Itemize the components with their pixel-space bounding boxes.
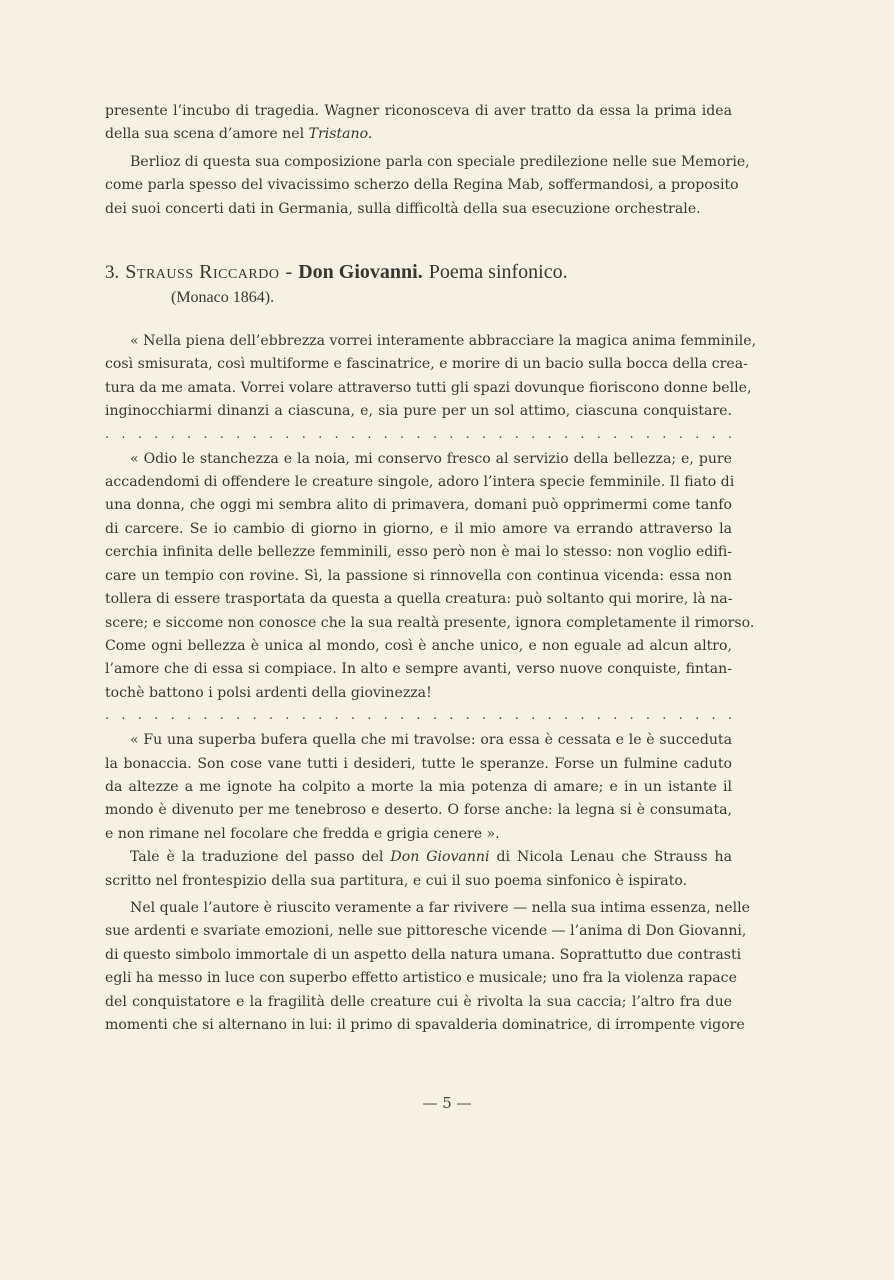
section-number: 3. bbox=[105, 262, 120, 284]
text-line: di carcere. Se io cambio di giorno in giorno, e il mio amore va errando attraverso la bbox=[105, 520, 732, 537]
text-line: scritto nel frontespizio della sua partitura, e cui il suo poema sinfonico è ispirato. bbox=[105, 872, 688, 889]
text-line: accadendomi di offendere le creature singole, adoro l’intera specie femminile. Il fiato di bbox=[105, 474, 735, 491]
text-line: dei suoi concerti dati in Germania, sulla difficoltà della sua esecuzione orchestrale. bbox=[105, 200, 701, 217]
quote-three bbox=[105, 729, 732, 846]
text-fragment: della sua scena d’amore nel bbox=[105, 126, 309, 143]
paragraph-analysis bbox=[105, 897, 750, 1037]
text-line: scere; e siccome non conosce che la sua realtà presente, ignora completamente il rimorso. bbox=[105, 614, 755, 631]
text-fragment: di Nicola Lenau che Strauss ha bbox=[489, 849, 732, 866]
text-line: mondo è divenuto per me tenebroso e deserto. O forse anche: la legna si è consumata, bbox=[105, 802, 732, 819]
paragraph-tristano bbox=[105, 100, 732, 147]
text-line: l’amore che di essa si compiace. In alto e sempre avanti, verso nuove conquiste, fintan- bbox=[105, 661, 732, 678]
text-line: la bonaccia. Son cose vane tutti i desideri, tutte le speranze. Forse un fulmine caduto bbox=[105, 755, 732, 772]
section-heading bbox=[105, 259, 732, 310]
text-line: di questo simbolo immortale di un aspetto della natura umana. Soprattutto due contrasti bbox=[105, 946, 742, 963]
text-line: come parla spesso del vivacissimo scherzo della Regina Mab, soffermandosi, a proposito bbox=[105, 177, 739, 194]
quote-one bbox=[105, 330, 757, 424]
text-line: e non rimane nel focolare che fredda e grigia cenere ». bbox=[105, 825, 500, 842]
text-line: tochè battono i polsi ardenti della giovinezza! bbox=[105, 684, 432, 701]
page-number: — 5 — bbox=[422, 1094, 472, 1112]
text-line-with-title bbox=[105, 123, 732, 146]
ellipsis-divider: . . . . . . . . . . . . . . . . . . . . . . . . . . . . . . . . . . . . . . . bbox=[105, 708, 732, 724]
place-date: (Monaco 1864). bbox=[171, 289, 275, 307]
text-line-with-title bbox=[105, 846, 732, 869]
text-fragment: Tale è la traduzione del passo del bbox=[130, 849, 391, 866]
text-line: cerchia infinita delle bellezze femminili, esso però non è mai lo stesso: non voglio edifi- bbox=[105, 544, 732, 561]
text-line: così smisurata, così multiforme e fascinatrice, e morire di un bacio sulla bocca della crea- bbox=[105, 356, 748, 373]
text-line: presente l’incubo di tragedia. Wagner riconosceva di aver tratto da essa la prima idea bbox=[105, 103, 732, 119]
work-subtitle: Poema sinfonico. bbox=[428, 261, 568, 284]
text-line: Berlioz di questa sua composizione parla con speciale predilezione nelle sue Memorie, bbox=[130, 153, 750, 170]
text-line: « Odio le stanchezza e la noia, mi conservo fresco al servizio della bellezza; e, pure bbox=[130, 450, 732, 467]
text-line: da altezze a me ignote ha colpito a morte la mia potenza di amare; e in un istante il bbox=[105, 778, 732, 795]
quote-two bbox=[105, 448, 755, 705]
text-line: sue ardenti e svariate emozioni, nelle sue pittoresche vicende — l’anima di Don Giovanni, bbox=[105, 923, 747, 940]
text-line: tura da me amata. Vorrei volare attraverso tutti gli spazi dovunque fioriscono donne belle, bbox=[105, 379, 752, 396]
ellipsis-divider: . . . . . . . . . . . . . . . . . . . . . . . . . . . . . . . . . . . . . . . bbox=[105, 426, 732, 442]
text-line: care un tempio con rovine. Sì, la passione si rinnovella con continua vicenda: essa non bbox=[105, 567, 732, 584]
text-line: « Nella piena dell’ebbrezza vorrei interamente abbracciare la magica anima femminile, bbox=[130, 333, 757, 350]
text-line: del conquistatore e la fragilità delle creature cui è rivolta la sua caccia; l’altro fra due bbox=[105, 993, 732, 1010]
text-line: Come ogni bellezza è unica al mondo, così è anche unico, e non eguale ad alcun altro, bbox=[105, 637, 732, 654]
heading-dash: - bbox=[285, 261, 293, 284]
work-title-don-giovanni: Don Giovanni bbox=[390, 849, 490, 866]
text-line: momenti che si alternano in lui: il primo di spavalderia dominatrice, di irrompente vigore bbox=[105, 1017, 745, 1033]
page-body bbox=[105, 100, 757, 1037]
text-line: inginocchiarmi dinanzi a ciascuna, e, sia pure per un sol attimo, ciascuna conquistare. bbox=[105, 403, 732, 420]
paragraph-translation-note bbox=[105, 846, 732, 893]
text-line: « Fu una superba bufera quella che mi travolse: ora essa è cessata e le è succeduta bbox=[130, 732, 732, 749]
text-line: tollera di essere trasportata da questa a quella creatura: può soltanto qui morire, là na- bbox=[105, 591, 733, 608]
text-line: una donna, che oggi mi sembra alito di primavera, domani può opprimermi come tanfo bbox=[105, 497, 732, 514]
work-title: Don Giovanni. bbox=[298, 261, 423, 284]
text-line: egli ha messo in luce con superbo effetto artistico e musicale; uno fra la violenza rapace bbox=[105, 970, 737, 987]
text-line: Nel quale l’autore è riuscito veramente a far rivivere — nella sua intima essenza, nelle bbox=[130, 899, 750, 916]
paragraph-berlioz bbox=[105, 151, 750, 221]
composer-name: Strauss Riccardo bbox=[125, 261, 280, 284]
work-title-tristano: Tristano. bbox=[308, 126, 373, 143]
